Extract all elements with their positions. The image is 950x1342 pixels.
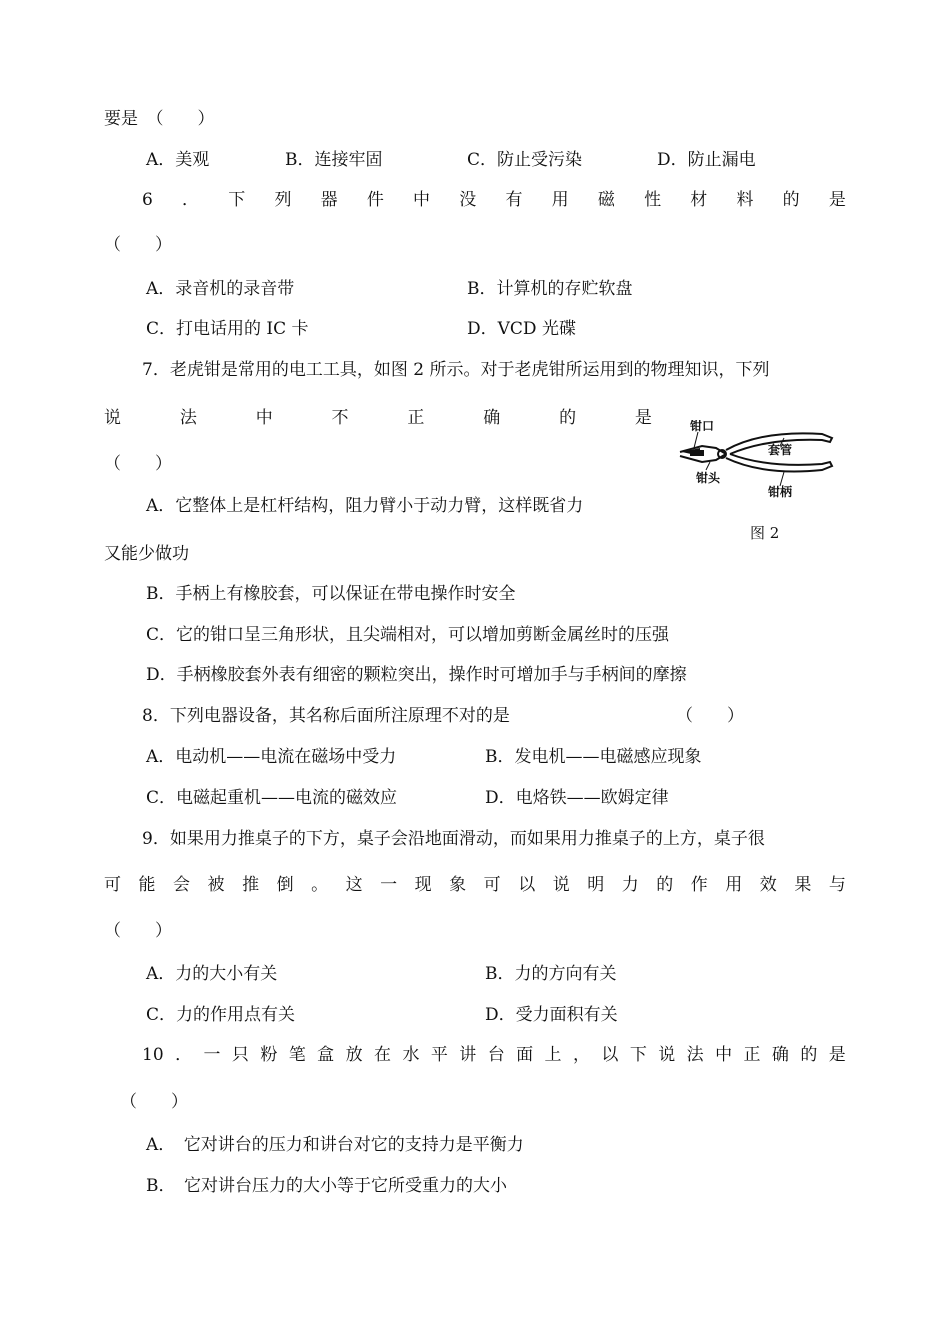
q10-option-a: A． 它对讲台的压力和讲台对它的支持力是平衡力 <box>146 1135 524 1155</box>
label-sleeve: 套管 <box>768 443 793 457</box>
q8-option-a: A．电动机——电流在磁场中受力 <box>146 747 397 767</box>
label-jaw: 钳口 <box>690 420 715 433</box>
q9-option-a: A．力的大小有关 <box>146 964 278 984</box>
q6-option-d: D．VCD 光碟 <box>467 319 576 339</box>
q6-stem: 6 ． 下 列 器 件 中 没 有 用 磁 性 材 料 的 是 <box>142 190 846 210</box>
label-handle: 钳柄 <box>768 485 793 499</box>
q7-option-c: C．它的钳口呈三角形状，且尖端相对，可以增加剪断金属丝时的压强 <box>146 625 670 645</box>
q7-stem: 7．老虎钳是常用的电工工具，如图 2 所示。对于老虎钳所运用到的物理知识，下列 <box>142 360 770 380</box>
q9-option-d: D．受力面积有关 <box>485 1005 618 1025</box>
pliers-drawing <box>672 420 852 500</box>
q7-option-b: B．手柄上有橡胶套，可以保证在带电操作时安全 <box>146 584 516 604</box>
q10-stem: 10 ． 一 只 粉 笔 盒 放 在 水 平 讲 台 面 上 ， 以 下 说 法 中 正 确 的 是 <box>142 1045 846 1065</box>
q5-option-d: D．防止漏电 <box>657 150 756 170</box>
q7-stem-continued: 说 法 中 不 正 确 的 是 <box>104 408 652 428</box>
q9-answer-paren: （ ） <box>104 921 172 941</box>
q5-option-b: B．连接牢固 <box>285 150 383 170</box>
q6-option-b: B．计算机的存贮软盘 <box>467 279 633 299</box>
q8-stem: 8．下列电器设备，其名称后面所注原理不对的是 <box>142 706 510 726</box>
q10-option-b: B． 它对讲台压力的大小等于它所受重力的大小 <box>146 1176 507 1196</box>
q8-option-d: D．电烙铁——欧姆定律 <box>485 788 669 808</box>
q6-option-c: C．打电话用的 IC 卡 <box>146 319 309 339</box>
q6-option-a: A．录音机的录音带 <box>146 279 295 299</box>
q9-option-c: C．力的作用点有关 <box>146 1005 296 1025</box>
q8-option-c: C．电磁起重机——电流的磁效应 <box>146 788 398 808</box>
q6-answer-paren: （ ） <box>104 235 172 255</box>
figure-pliers <box>672 420 852 510</box>
q9-option-b: B．力的方向有关 <box>485 964 617 984</box>
q9-stem-continued: 可 能 会 被 推 倒 。 这 一 现 象 可 以 说 明 力 的 作 用 效 果 与 <box>104 875 846 895</box>
q7-answer-paren: （ ） <box>104 454 172 474</box>
q9-stem: 9．如果用力推桌子的下方，桌子会沿地面滑动，而如果用力推桌子的上方，桌子很 <box>142 829 765 849</box>
label-head: 钳头 <box>696 471 721 485</box>
q7-option-d: D．手柄橡胶套外表有细密的颗粒突出，操作时可增加手与手柄间的摩擦 <box>146 665 687 685</box>
q7-option-a-continued: 又能少做功 <box>104 544 189 564</box>
q8-option-b: B．发电机——电磁感应现象 <box>485 747 702 767</box>
q5-option-c: C．防止受污染 <box>467 150 583 170</box>
q7-option-a: A．它整体上是杠杆结构，阻力臂小于动力臂，这样既省力 <box>146 496 584 516</box>
q8-answer-paren: （ ） <box>676 706 744 726</box>
q5-tail: 要是 （ ） <box>104 109 215 129</box>
figure-caption: 图 2 <box>750 524 780 542</box>
q5-option-a: A．美观 <box>146 150 210 170</box>
q10-answer-paren: （ ） <box>120 1092 188 1112</box>
